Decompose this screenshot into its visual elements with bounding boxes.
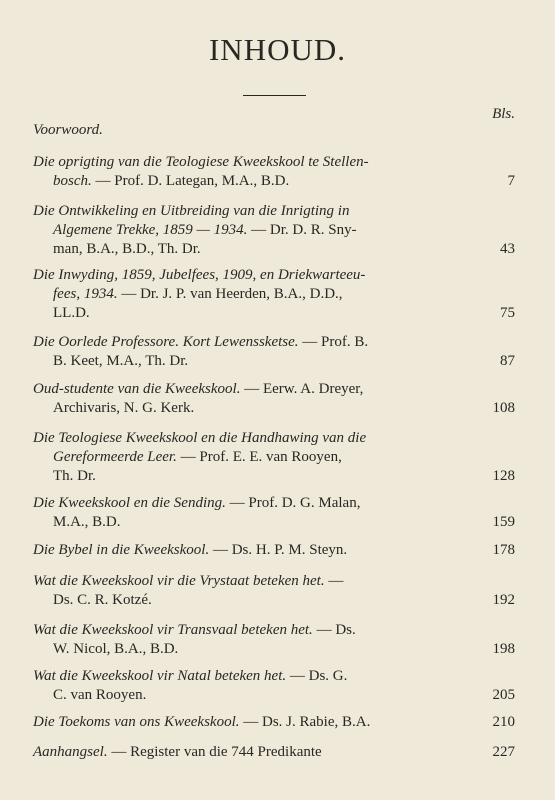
- toc-entry-title-continued: bosch.: [53, 173, 92, 189]
- toc-entry-author-continued: Archivaris, N. G. Kerk.: [53, 400, 195, 416]
- toc-entry-line: [33, 399, 463, 418]
- toc-entry-line: [33, 467, 463, 486]
- toc-entry-title: Die Ontwikkeling en Uitbreiding van die Inrigting in: [33, 203, 350, 219]
- toc-entry-title: Wat die Kweekskool vir Transvaal beteken het.: [33, 622, 313, 638]
- toc-entry-author-continued: man, B.A., B.D., Th. Dr.: [53, 241, 201, 257]
- toc-entry-line: [33, 714, 370, 730]
- toc-entry-title: Die Teologiese Kweekskool en die Handhawing van die: [33, 430, 367, 446]
- page-column-header: Bls.: [492, 106, 515, 122]
- toc-entry-line: [33, 285, 463, 304]
- toc-entry-author-continued: W. Nicol, B.A., B.D.: [53, 641, 179, 657]
- toc-page-number: 192: [492, 592, 515, 608]
- toc-page-number: 178: [492, 542, 515, 558]
- toc-entry-text: [33, 202, 515, 259]
- toc-entry-title: Wat die Kweekskool vir die Vrystaat beteken het.: [33, 573, 325, 589]
- toc-entry-author: — Prof. D. G. Malan,: [225, 495, 361, 511]
- toc-entry-line: [33, 203, 349, 219]
- toc-entry-text: [33, 333, 515, 371]
- toc-entry: [33, 667, 515, 705]
- toc-entry: [33, 153, 515, 191]
- toc-page-number: 7: [507, 173, 515, 189]
- toc-entry-text: [33, 743, 515, 762]
- toc-entry-author: — Prof. D. Lategan, M.A., B.D.: [91, 173, 290, 189]
- toc-entry-line: [33, 591, 463, 610]
- toc-entry-title: Wat die Kweekskool vir Natal beteken het.: [33, 668, 287, 684]
- toc-entry-line: [33, 221, 463, 240]
- toc-entry-author: —: [324, 573, 344, 589]
- toc-entry-text: [33, 713, 515, 732]
- toc-entry-line: [33, 686, 463, 705]
- toc-entry-line: [33, 640, 463, 659]
- toc-entry-title: Die oprigting van die Teologiese Kweekskool te Stellen-: [33, 154, 369, 170]
- toc-entry-author: — Dr. D. R. Sny-: [247, 222, 357, 238]
- toc-entry-line: [33, 668, 347, 684]
- toc-page-number: 43: [500, 241, 515, 257]
- toc-page-number: 205: [492, 687, 515, 703]
- toc-entry-line: [33, 513, 463, 532]
- toc-page-number: 108: [492, 400, 515, 416]
- toc-entry-line: [33, 172, 463, 191]
- toc-entry: [33, 202, 515, 259]
- toc-entry-title: Die Oorlede Professore. Kort Lewenssketse.: [33, 334, 299, 350]
- toc-entry-text: [33, 153, 515, 191]
- toc-page-number: 159: [492, 514, 515, 530]
- toc-entry-title: Die Toekoms van ons Kweekskool.: [33, 714, 240, 730]
- toc-entry-line: [33, 744, 322, 760]
- toc-entry-text: [33, 667, 515, 705]
- toc-entry-author: — Eerw. A. Dreyer,: [240, 381, 364, 397]
- toc-page-number: 75: [500, 305, 515, 321]
- toc-entry-author: — Prof. E. E. van Rooyen,: [176, 449, 342, 465]
- toc-entry-line: [33, 430, 366, 446]
- toc-entry-text: [33, 572, 515, 610]
- toc-entry: [33, 572, 515, 610]
- toc-entry-author-continued: C. van Rooyen.: [53, 687, 147, 703]
- toc-entry-author: — Ds. H. P. M. Steyn.: [209, 542, 348, 558]
- toc-entry-line: [33, 122, 103, 138]
- toc-entry: [33, 743, 515, 762]
- toc-entry-author-continued: B. Keet, M.A., Th. Dr.: [53, 353, 189, 369]
- toc-entry-line: [33, 352, 463, 371]
- toc-entry-author-continued: Th. Dr.: [53, 468, 96, 484]
- toc-entry-title-continued: Algemene Trekke, 1859 — 1934.: [53, 222, 248, 238]
- toc-entry-title-continued: fees, 1934.: [53, 286, 118, 302]
- toc-entry-text: [33, 429, 515, 486]
- toc-entry-text: [33, 380, 515, 418]
- toc-entry-author-continued: LL.D.: [53, 305, 90, 321]
- toc-entry: [33, 429, 515, 486]
- toc-page-number: 227: [492, 744, 515, 760]
- toc-entry: [33, 121, 515, 140]
- title-rule: [243, 95, 306, 96]
- toc-entry-line: [33, 154, 369, 170]
- toc-entry-title: Die Kweekskool en die Sending.: [33, 495, 226, 511]
- toc-entry: [33, 266, 515, 323]
- toc-entry-title: Die Bybel in die Kweekskool.: [33, 542, 210, 558]
- toc-entry-title: Voorwoord.: [33, 122, 103, 138]
- toc-entry: [33, 541, 515, 560]
- toc-entry-line: [33, 381, 363, 397]
- toc-page-number: 128: [492, 468, 515, 484]
- toc-entry-title: Aanhangsel.: [33, 744, 108, 760]
- toc-entry: [33, 494, 515, 532]
- toc-entry: [33, 333, 515, 371]
- toc-entry-author: — Ds. J. Rabie, B.A.: [239, 714, 371, 730]
- toc-entry-line: [33, 622, 356, 638]
- toc-entry: [33, 621, 515, 659]
- toc-entry-title-continued: Gereformeerde Leer.: [53, 449, 177, 465]
- toc-entry-author-continued: M.A., B.D.: [53, 514, 121, 530]
- page-title: INHOUD.: [208, 32, 346, 67]
- toc-entry-author: — Dr. J. P. van Heerden, B.A., D.D.,: [117, 286, 343, 302]
- toc-entry-text: [33, 121, 515, 140]
- toc-entry-line: [33, 240, 463, 259]
- toc-page-number: 210: [492, 714, 515, 730]
- toc-entry-author: — Prof. B.: [298, 334, 369, 350]
- toc-entry-text: [33, 621, 515, 659]
- toc-entry-author: — Register van die 744 Predikante: [107, 744, 322, 760]
- toc-entry-line: [33, 304, 463, 323]
- toc-entry-line: [33, 542, 347, 558]
- toc-entry: [33, 713, 515, 732]
- toc-page-number: 87: [500, 353, 515, 369]
- toc-entry-text: [33, 266, 515, 323]
- toc-entry-author: — Ds.: [312, 622, 356, 638]
- toc-entry-line: [33, 267, 365, 283]
- toc-entry-line: [33, 334, 368, 350]
- toc-entry-line: [33, 448, 463, 467]
- toc-entry-text: [33, 541, 515, 560]
- toc-page-number: 198: [492, 641, 515, 657]
- toc-entry-line: [33, 573, 343, 589]
- toc-entry-line: [33, 495, 360, 511]
- toc-entry-author: — Ds. G.: [286, 668, 348, 684]
- toc-entry-author-continued: Ds. C. R. Kotzé.: [53, 592, 152, 608]
- toc-entry-title: Die Inwyding, 1859, Jubelfees, 1909, en Driekwarteeu-: [33, 267, 366, 283]
- toc-entry: [33, 380, 515, 418]
- toc-entry-text: [33, 494, 515, 532]
- toc-entry-title: Oud-studente van die Kweekskool.: [33, 381, 241, 397]
